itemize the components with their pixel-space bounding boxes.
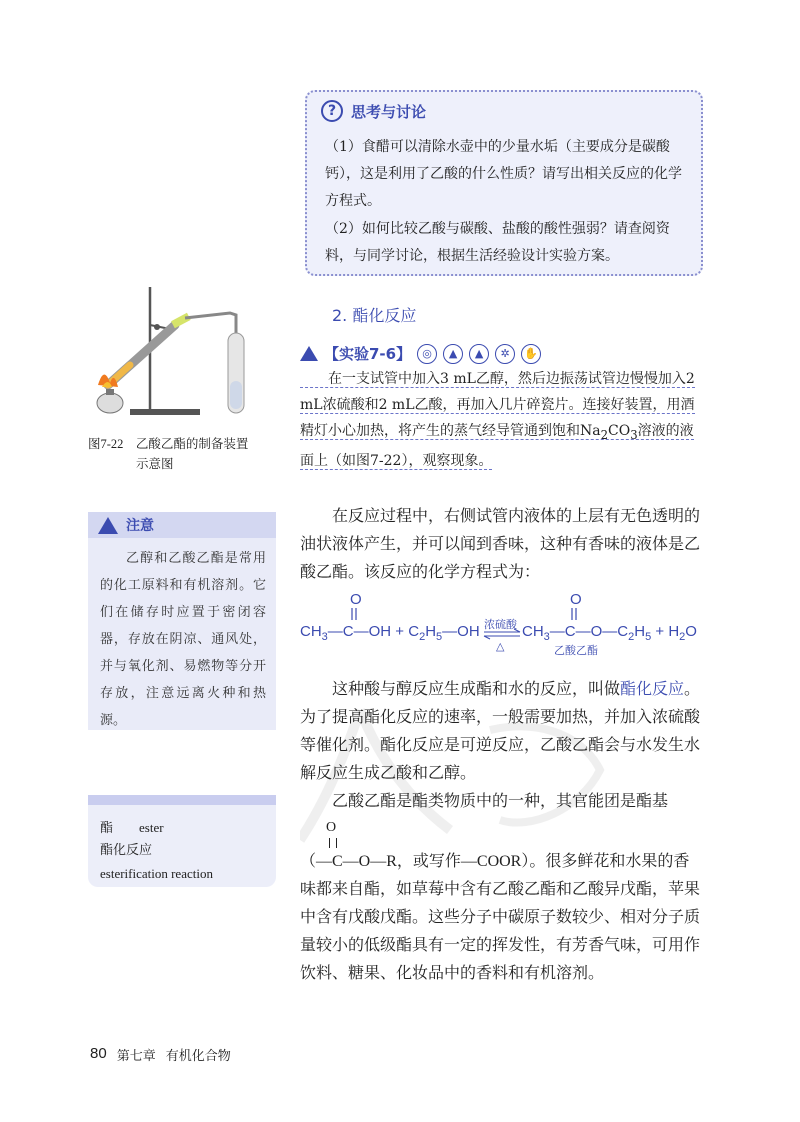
carbonyl-oxygen-1: O — [350, 591, 362, 608]
carbonyl-oxygen-2: O — [570, 591, 582, 608]
body-paragraph-1: 在反应过程中，右侧试管内液体的上层有无色透明的油状液体产生，并可以闻到香味，这种有香味的液体是乙酸乙酯。该反应的化学方程式为： — [300, 508, 701, 581]
notice-box — [88, 512, 276, 730]
notice-text: 乙醇和乙酸乙酯是常用的化工原料和有机溶剂。它们在储存时应置于密闭容器，存放在阴凉、通风处，并与氧化剂、易燃物等分开存放，注意远离火种和热源。 — [100, 550, 266, 727]
think-title: 思考与讨论 — [351, 102, 427, 121]
vocab-line-2: 酯化反应 — [100, 842, 153, 857]
experiment-text: 在一支试管中加入3 mL乙醇，然后边振荡试管边慢慢加入2 mL浓硫酸和2 mL乙酸，再加入几片碎瓷片。连接好装置，用酒精灯小心加热，将产生的蒸气经导管通到饱和$Na_2CO_3$溶液的液面上（如图7-22），观察现象。 — [300, 371, 695, 469]
body-paragraph-4: （—C—O—R，或写作—COOR）。很多鲜花和水果的香味都来自酯，如草莓中含有乙酸乙酯和乙酸异戊酯，苹果中含有戊酸戊酯。这些分子中碳原子数较少、相对分子质量较小的低级酯具有一定的挥发性，有芳香气味，可用作饮料、糖果、化妆品中的香料和有机溶剂。 — [300, 853, 701, 982]
notice-title: 注意 — [126, 518, 154, 534]
think-discuss-box — [305, 90, 703, 276]
ventilation-icon: ✲ — [495, 344, 515, 364]
catalyst-label: 浓硫酸 — [484, 619, 517, 631]
experiment-header — [300, 343, 541, 364]
figure-caption: 图7-22 乙酸乙酯的制备装置 示意图 — [88, 437, 249, 471]
goggles-icon: ◎ — [417, 344, 437, 364]
ester-double-bond — [329, 838, 337, 848]
experiment-title: 【实验7-6】 — [324, 345, 412, 363]
ester-oxygen: O — [326, 820, 337, 835]
warning-icon — [98, 517, 118, 534]
think-question-1: （1）食醋可以清除水壶中的少量水垢（主要成分是碳酸钙），这是利用了乙酸的什么性质？请写出相关反应的化学方程式。 — [325, 139, 682, 209]
page-footer — [90, 1045, 231, 1064]
product-label: 乙酸乙酯 — [554, 645, 598, 657]
flame-warning-icon: ▲ — [443, 344, 463, 364]
svg-text:CH3—C—OH + C2H5—OH: $CH_3—C—OH$ + $C_2H_5—OH$ — [300, 623, 480, 643]
vocab-line-3: esterification reaction — [100, 866, 213, 881]
question-icon: ? — [321, 100, 343, 122]
chapter-label: 第七章 — [116, 1048, 156, 1063]
section-heading: 2. 酯化反应 — [332, 306, 417, 325]
term-esterification: 酯化反应 — [620, 681, 685, 698]
think-question-2: （2）如何比较乙酸与碳酸、盐酸的酸性强弱？请查阅资料，与同学讨论，根据生活经验设计实验方案。 — [325, 221, 670, 264]
body-paragraph-2: 这种酸与醇反应生成酯和水的反应，叫做酯化反应。为了提高酯化反应的速率，一般需要加热，并加入浓硫酸等催化剂。酯化反应是可逆反应，乙酸乙酯会与水发生水解反应生成乙酸和乙醇。 — [300, 681, 701, 782]
vocabulary-box — [88, 795, 276, 887]
page-number: 80 — [90, 1045, 107, 1062]
corrosive-warning-icon: ▲ — [469, 344, 489, 364]
vocab-line-1: 酯 ester — [100, 820, 164, 835]
body-paragraph-3: 乙酸乙酯是酯类物质中的一种，其官能团是酯基 — [332, 793, 669, 810]
svg-text:CH3—C—O—C2H5 + H2O: $CH_3—C—O—C_2H_5 + H_2O$ — [522, 623, 697, 643]
apparatus-figure — [90, 285, 260, 425]
flask-icon — [300, 346, 318, 361]
heat-symbol: △ — [496, 641, 505, 653]
esterification-equation — [298, 590, 708, 660]
chapter-title: 有机化合物 — [165, 1048, 231, 1063]
wash-hands-icon: ✋ — [521, 344, 541, 364]
